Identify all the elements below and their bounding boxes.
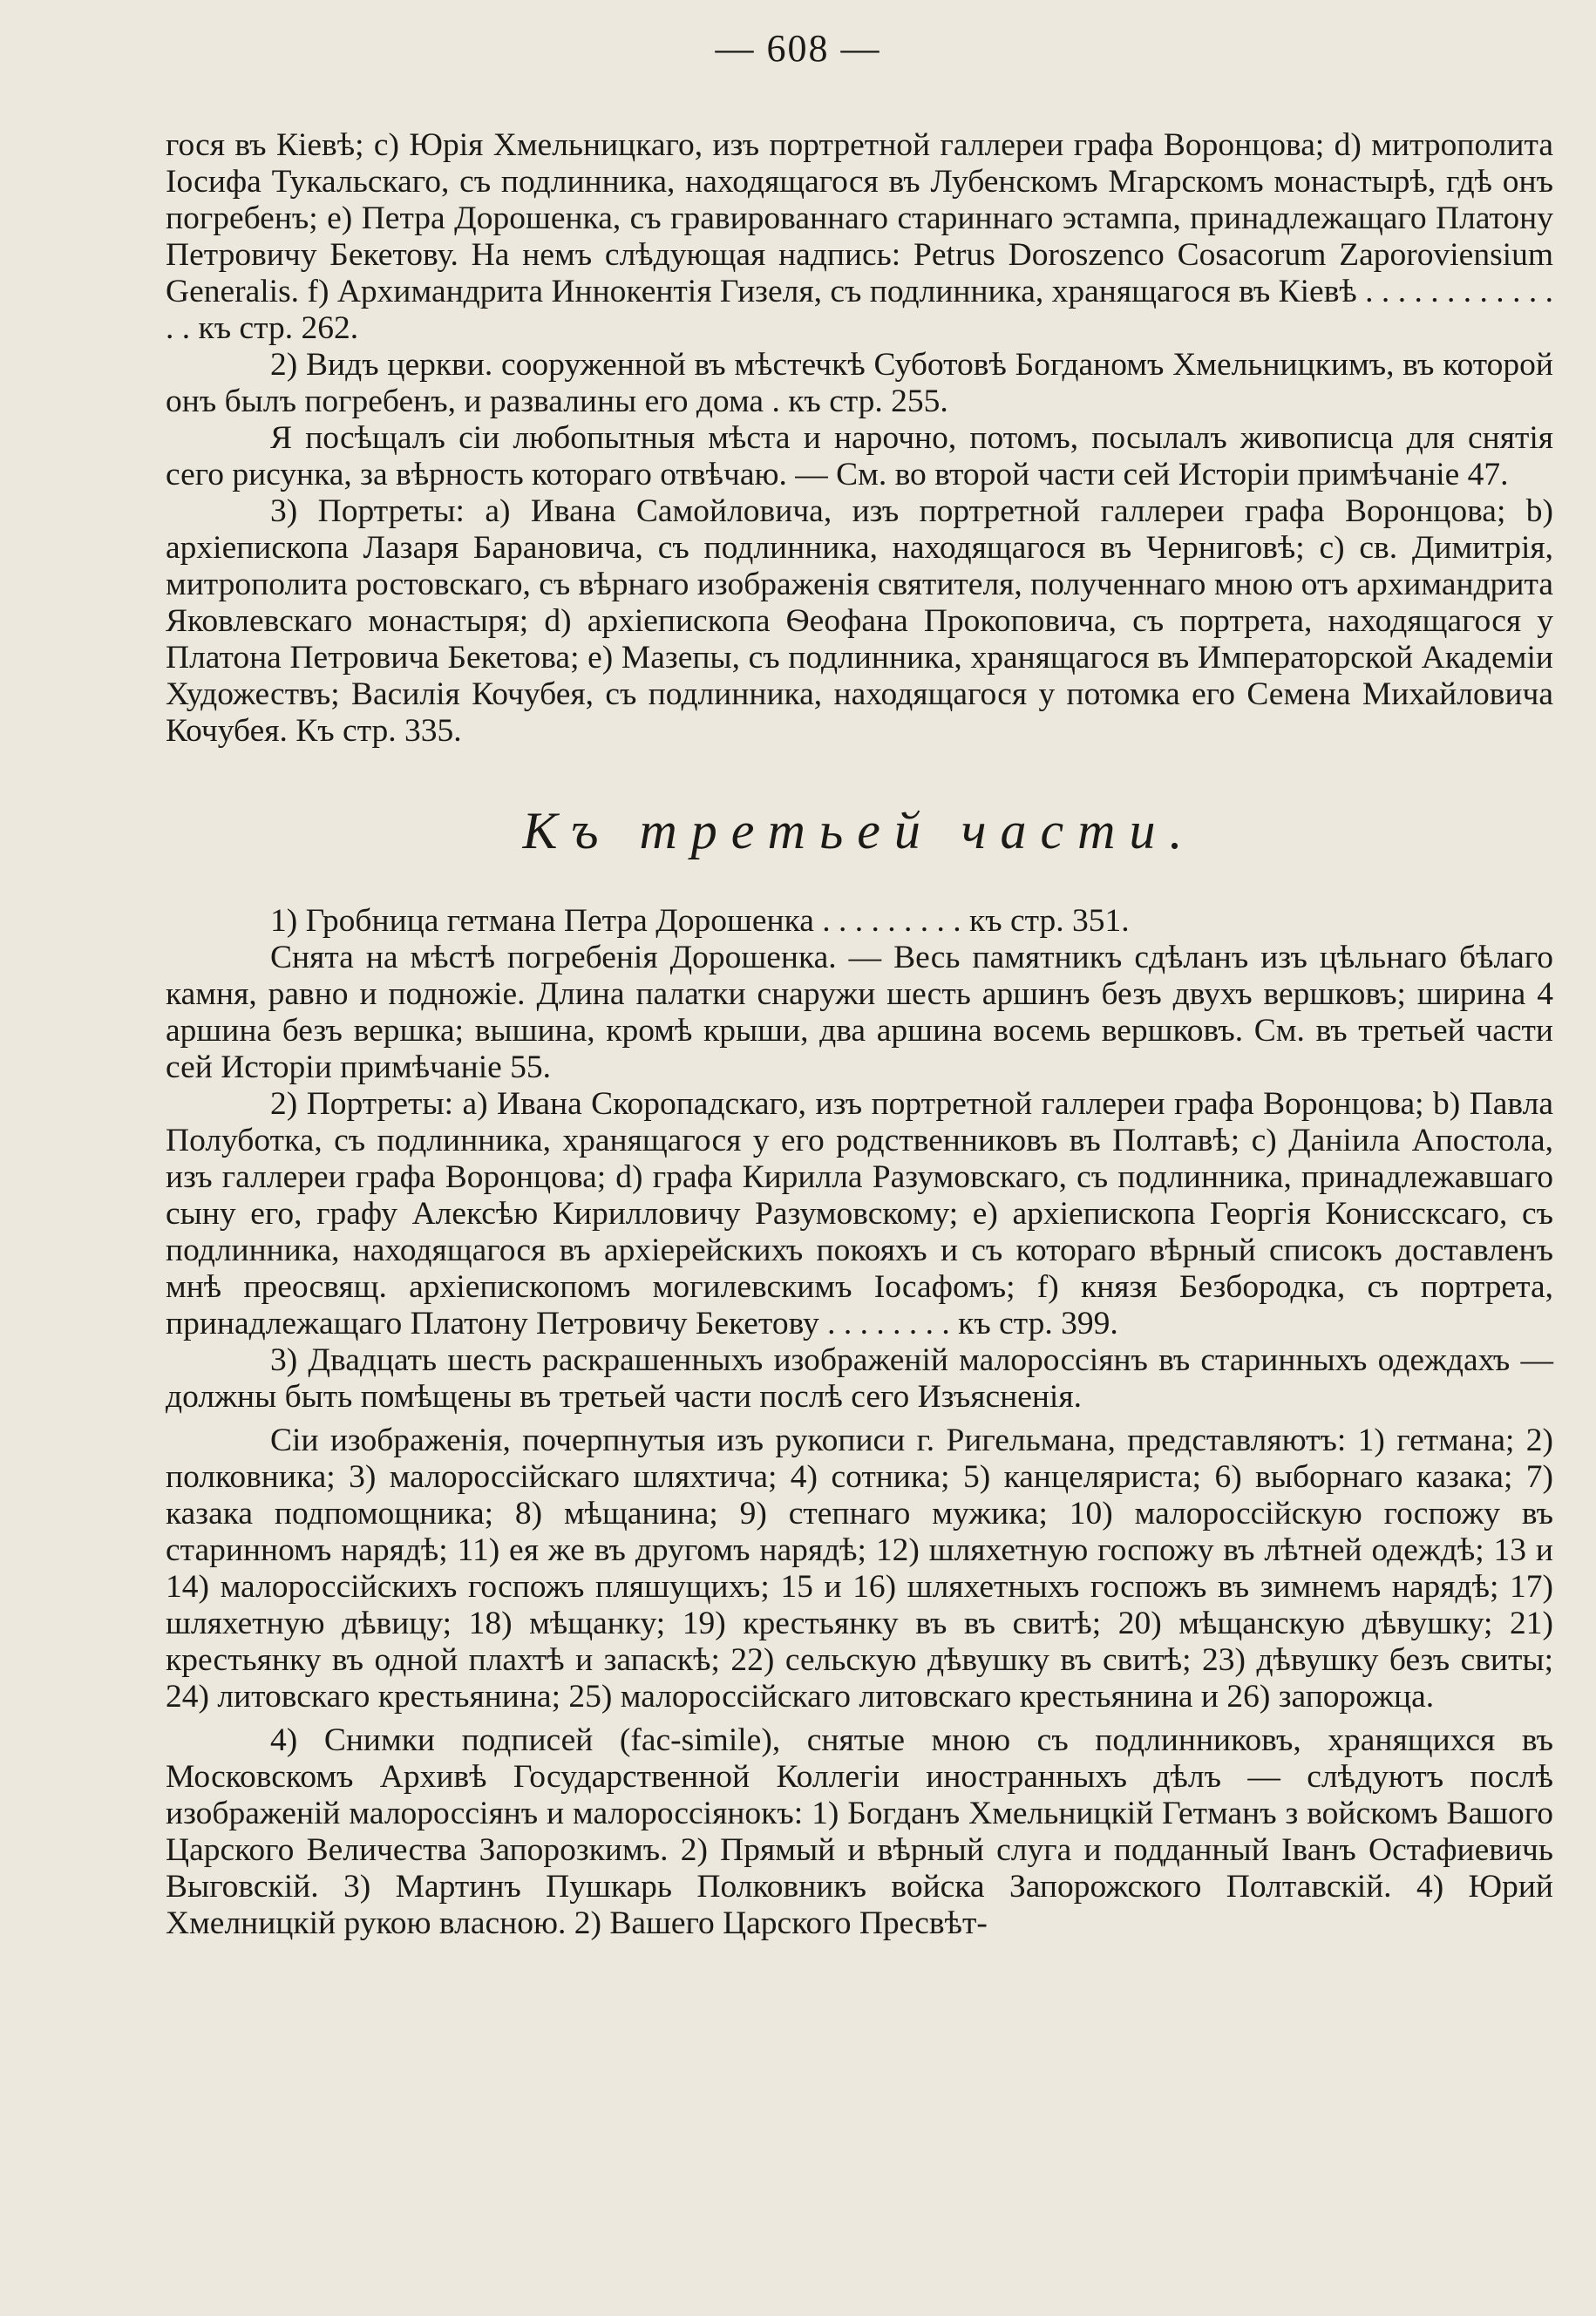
paragraph-bottom-6: 4) Снимки подписей (fac-simile), снятые мною съ подлинниковъ, хранящихся въ Московскомъ Архивѣ Государственной Коллегіи иностранныхъ дѣлъ — слѣдуютъ послѣ изображеній малороссіянъ и малороссіянокъ: 1) Богданъ Хмельницкій Гетманъ з войскомъ Вашого Царского Величества Запорозкимъ. 2) Прямый и вѣрный слуга и подданный Іванъ Остафиевичь Выговскій. 3) Мартинъ Пушкарь Полковникъ войска Запорожского Полтавскій. 4) Юрий Хмелницкій рукою власною. 2) Вашего Царского Пресвѣт- [166,1722,1553,1941]
paragraph-bottom-4: 3) Двадцать шесть раскрашенныхъ изображеній малороссіянъ въ старинныхъ одеждахъ — должны быть помѣщены въ третьей части послѣ сего Изъясненія. [166,1342,1553,1415]
paragraph-bottom-5: Сіи изображенія, почерпнутыя изъ рукописи г. Ригельмана, представляютъ: 1) гетмана; 2) полковника; 3) малороссійскаго шляхтича; 4) сотника; 5) канцеляриста; 6) выборнаго казака; 7) казака подпомощника; 8) мѣщанина; 9) степнаго мужика; 10) малороссійскую госпожу въ старинномъ нарядѣ; 11) ея же въ другомъ нарядѣ; 12) шляхетную госпожу въ лѣтней одеждѣ; 13 и 14) малороссійскихъ госпожъ пляшущихъ; 15 и 16) шляхетныхъ госпожъ въ зимнемъ нарядѣ; 17) шляхетную дѣвицу; 18) мѣщанку; 19) крестьянку въ въ свитѣ; 20) мѣщанскую дѣвушку; 21) крестьянку въ одной плахтѣ и запаскѣ; 22) сельскую дѣвушку въ свитѣ; 23) дѣвушку безъ свиты; 24) литовскаго крестьянина; 25) малороссійскаго литовскаго крестьянина и 26) запорожца. [166,1423,1553,1715]
page-number: — 608 — [715,27,881,70]
paragraph-top-2: 2) Видъ церкви. сооруженной въ мѣстечкѣ Суботовѣ Богданомъ Хмельницкимъ, въ которой онъ былъ погребенъ, и развалины его дома . къ стр. 255. [166,347,1553,419]
paragraph-top-1: гося въ Кіевѣ; c) Юрія Хмельницкаго, изъ портретной галлереи графа Воронцова; d) митрополита Іосифа Тукальскаго, съ подлинника, находящагося въ Лубенскомъ Мгарскомъ монастырѣ, гдѣ онъ погребенъ; e) Петра Дорошенка, съ гравированнаго стариннаго эстампа, принадлежащаго Платону Петровичу Бекетову. На немъ слѣдующая надпись: Petrus Doroszenco Cosacorum Zaporoviensium Generalis. f) Архимандрита Иннокентія Гизеля, съ подлинника, хранящагося въ Кіевѣ . . . . . . . . . . . . . . къ стр. 262. [166,127,1553,346]
paragraph-top-3: Я посѣщалъ сіи любопытныя мѣста и нарочно, потомъ, посылалъ живописца для снятія сего рисунка, за вѣрность котораго отвѣчаю. — См. во второй части сей Исторіи примѣчаніе 47. [166,420,1553,492]
paragraph-top-4: 3) Портреты: a) Ивана Самойловича, изъ портретной галлереи графа Воронцова; b) архіепископа Лазаря Барановича, съ подлинника, находящагося въ Черниговѣ; c) св. Димитрія, митрополита ростовскаго, съ вѣрнаго изображенія святителя, полученнаго мною отъ архимандрита Яковлевскаго монастыря; d) архіепископа Ѳеофана Прокоповича, съ портрета, находящагося у Платона Петровича Бекетова; e) Мазепы, съ подлинника, хранящагося въ Императорской Академіи Художествъ; Василія Кочубея, съ подлинника, находящагося у потомка его Семена Михайловича Кочубея. Къ стр. 335. [166,493,1553,749]
paragraph-bottom-3: 2) Портреты: a) Ивана Скоропадскаго, изъ портретной галлереи графа Воронцова; b) Павла Полуботка, съ подлинника, хранящагося у его родственниковъ въ Полтавѣ; c) Данiила Апостола, изъ галлереи графа Воронцова; d) графа Кирилла Разумовскаго, съ подлинника, принадлежавшаго сыну его, графу Алексѣю Кирилловичу Разумовскому; e) архіепископа Георгія Кониссксаго, съ подлинника, находящагося въ архіерейскихъ покояхъ и съ котораго вѣрный списокъ доставленъ мнѣ преосвящ. архіепископомъ могилевскимъ Іосафомъ; f) князя Безбородка, съ портрета, принадлежащаго Платону Петровичу Бекетову . . . . . . . . къ стр. 399. [166,1086,1553,1341]
section-title: Къ третьей части. [522,802,1197,859]
paragraph-bottom-2: Снята на мѣстѣ погребенія Дорошенка. — Весь памятникъ сдѣланъ изъ цѣльнаго бѣлаго камня, равно и подножіе. Длина палатки снаружи шесть аршинъ безъ двухъ вершковъ; ширина 4 аршина безъ вершка; вышина, кромѣ крыши, два аршина восемь вершковъ. См. въ третьей части сей Исторіи примѣчаніе 55. [166,940,1553,1085]
body-text [166,127,1553,1942]
paragraph-bottom-1: 1) Гробница гетмана Петра Дорошенка . . . . . . . . . къ стр. 351. [270,903,1130,939]
